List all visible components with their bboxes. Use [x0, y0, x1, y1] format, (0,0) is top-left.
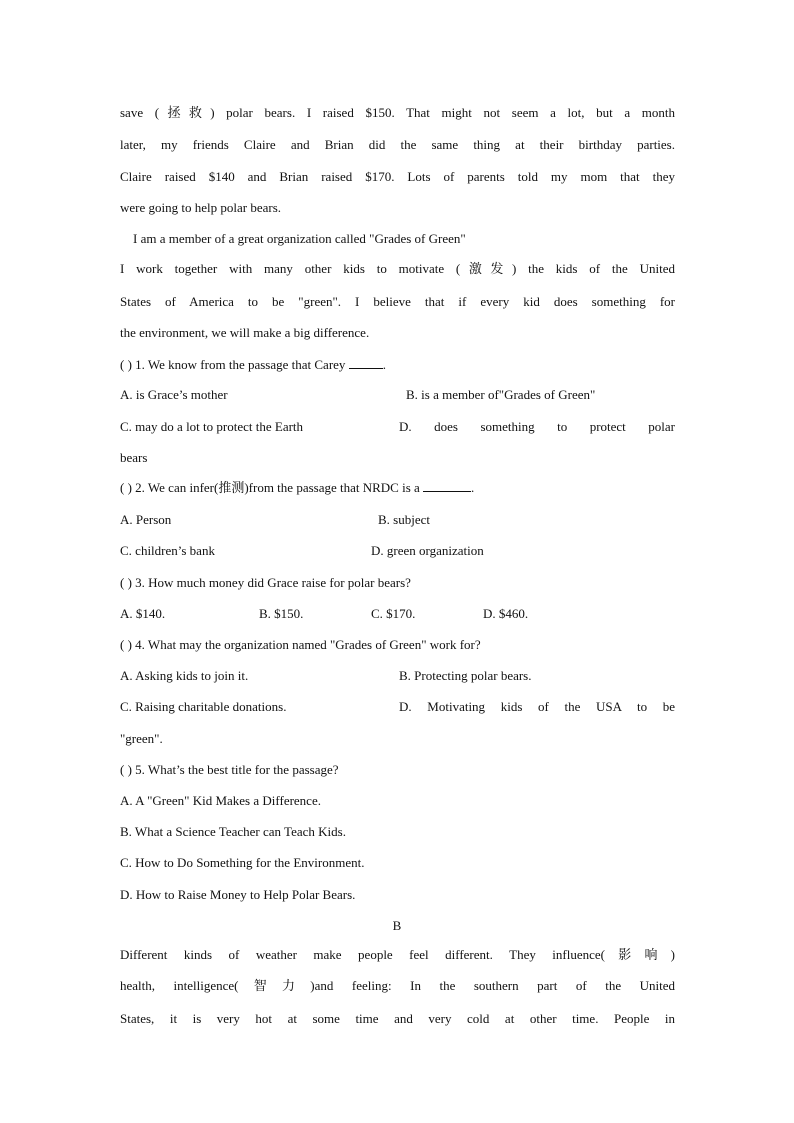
passage-line: the environment, we will make a big difference.	[120, 325, 370, 340]
option-b: B. subject	[378, 512, 430, 527]
option-a: A. Asking kids to join it.	[120, 668, 249, 683]
option-b: B. $150.	[259, 606, 304, 621]
answer-blank	[349, 356, 383, 369]
question-stem-end: .	[471, 480, 475, 495]
option-d: D. Motivating kids of the USA to be	[399, 699, 675, 714]
option-b: B. What a Science Teacher can Teach Kids.	[120, 824, 346, 839]
question-3-stem: ( ) 3. How much money did Grace raise for polar bears?	[120, 575, 411, 590]
question-2-stem	[120, 479, 474, 496]
option-b: B. Protecting polar bears.	[399, 668, 532, 683]
option-a: A. $140.	[120, 606, 166, 621]
option-b: B. is a member of"Grades of Green"	[406, 387, 596, 402]
option-c: C. Raising charitable donations.	[120, 699, 287, 714]
passage-line: later, my friends Claire and Brian did the same thing at their birthday parties.	[120, 137, 675, 152]
passage-line: States of America to be "green". I believe that if every kid does something for	[120, 294, 675, 309]
question-stem-text: ( ) 2. We can infer(推测)from the passage that NRDC is a	[120, 480, 420, 495]
option-d-continued: "green".	[120, 731, 163, 746]
option-c: C. $170.	[371, 606, 416, 621]
question-stem-text: ( ) 1. We know from the passage that Carey	[120, 357, 346, 372]
passage-line: were going to help polar bears.	[120, 200, 282, 215]
passage-line: States, it is very hot at some time and very cold at other time. People in	[120, 1011, 675, 1026]
passage-line: health, intelligence(智力)and feeling: In the southern part of the United	[120, 978, 675, 993]
answer-blank	[423, 479, 471, 492]
option-d: D. green organization	[371, 543, 484, 558]
option-c: C. How to Do Something for the Environment.	[120, 855, 365, 870]
option-a: A. A "Green" Kid Makes a Difference.	[120, 793, 321, 808]
option-d: D. How to Raise Money to Help Polar Bears.	[120, 887, 356, 902]
passage-line: I work together with many other kids to motivate (激发) the kids of the United	[120, 261, 675, 276]
option-c: C. may do a lot to protect the Earth	[120, 419, 304, 434]
question-4-stem: ( ) 4. What may the organization named "Grades of Green" work for?	[120, 637, 481, 652]
option-a: A. is Grace’s mother	[120, 387, 228, 402]
option-d-continued: bears	[120, 450, 148, 465]
passage-line: save (拯救) polar bears. I raised $150. That might not seem a lot, but a month	[120, 105, 675, 120]
option-c: C. children’s bank	[120, 543, 215, 558]
passage-line: Different kinds of weather make people feel different. They influence(影响)	[120, 947, 675, 962]
option-d: D. $460.	[483, 606, 529, 621]
option-a: A. Person	[120, 512, 172, 527]
section-heading: B	[392, 918, 402, 933]
passage-line: Claire raised $140 and Brian raised $170. Lots of parents told my mom that they	[120, 169, 675, 184]
passage-line: I am a member of a great organization called "Grades of Green"	[120, 231, 466, 246]
question-1-stem	[120, 356, 386, 373]
question-5-stem: ( ) 5. What’s the best title for the passage?	[120, 762, 339, 777]
option-d: D. does something to protect polar	[399, 419, 675, 434]
question-stem-end: .	[382, 357, 386, 372]
